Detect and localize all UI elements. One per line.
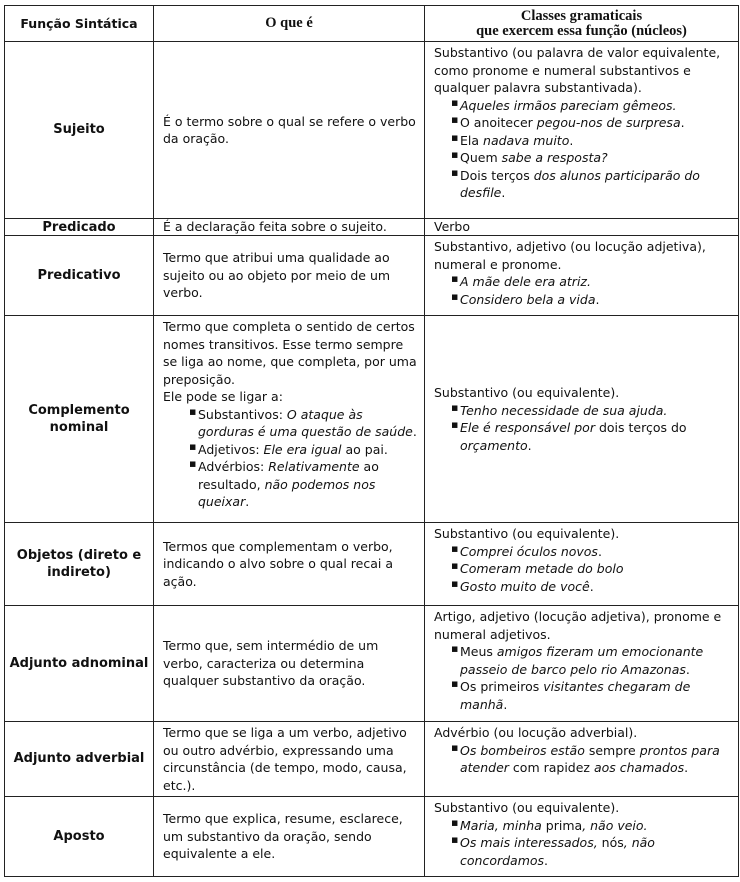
classes-intro: Artigo, adjetivo (locução adjetiva), pronome e numeral adjetivos.	[434, 609, 722, 642]
classes-intro: Substantivo (ou palavra de valor equivalente, como pronome e numeral substantivos e qualquer palavra substantivada).	[434, 45, 721, 95]
funcao-adjunto-adverbial: Adjunto adverbial	[5, 722, 154, 797]
definicao-complemento-nominal	[154, 316, 425, 523]
example-item: ▪ Gosto muito de você.	[434, 578, 732, 596]
example-item: ▪ Meus amigos fizeram um emocionante passeio de barco pelo rio Amazonas.	[434, 643, 732, 678]
table-row	[5, 42, 739, 219]
example-item: ▪ Tenho necessidade de sua ajuda.	[434, 402, 732, 420]
funcao-aposto: Aposto	[5, 797, 154, 877]
table-row	[5, 722, 739, 797]
definicao-sujeito: É o termo sobre o qual se refere o verbo da oração.	[154, 42, 425, 219]
example-item: ▪ O anoitecer pegou-nos de surpresa.	[434, 114, 732, 132]
example-item: ▪ Considero bela a vida.	[434, 291, 732, 309]
example-item: ▪ Os bombeiros estão sempre prontos para atender com rapidez aos chamados.	[434, 742, 732, 777]
header-o-que-e: O que é	[154, 6, 425, 42]
definicao-predicativo: Termo que atribui uma qualidade ao sujeito ou ao objeto por meio de um verbo.	[154, 236, 425, 316]
definicao-aposto: Termo que explica, resume, esclarece, um substantivo da oração, sendo equivalente a ele.	[154, 797, 425, 877]
table-row	[5, 316, 739, 523]
sub-item: ▪ Advérbios: Relativamente ao resultado, não podemos nos queixar.	[189, 458, 418, 511]
funcao-predicativo: Predicativo	[5, 236, 154, 316]
classes-intro: Substantivo (ou equivalente).	[434, 800, 620, 815]
classes-intro: Substantivo, adjetivo (ou locução adjetiva), numeral e pronome.	[434, 239, 706, 272]
table-row	[5, 236, 739, 316]
classes-predicado: Verbo	[425, 219, 739, 236]
funcao-predicado: Predicado	[5, 219, 154, 236]
table-row	[5, 606, 739, 722]
header-classes	[425, 6, 739, 42]
definicao-adjunto-adnominal: Termo que, sem intermédio de um verbo, caracteriza ou determina qualquer substantivo da oração.	[154, 606, 425, 722]
example-item: ▪ Maria, minha prima, não veio.	[434, 817, 732, 835]
example-item: ▪ Quem sabe a resposta?	[434, 149, 732, 167]
example-item: ▪ Dois terços dos alunos participarão do desfile.	[434, 167, 732, 202]
classes-adjunto-adverbial	[425, 722, 739, 797]
sub-item: ▪ Substantivos: O ataque às gorduras é uma questão de saúde.	[189, 406, 418, 441]
classes-complemento-nominal	[425, 316, 739, 523]
header-row	[5, 6, 739, 42]
syntactic-functions-table	[4, 5, 739, 877]
table-row	[5, 797, 739, 877]
example-item: ▪ Comeram metade do bolo	[434, 560, 732, 578]
definicao-predicado: É a declaração feita sobre o sujeito.	[154, 219, 425, 236]
classes-aposto	[425, 797, 739, 877]
header-funcao: Função Sintática	[5, 6, 154, 42]
funcao-complemento-nominal: Complemento nominal	[5, 316, 154, 523]
definicao-adjunto-adverbial: Termo que se liga a um verbo, adjetivo ou outro advérbio, expressando uma circunstância (de tempo, modo, causa, etc.).	[154, 722, 425, 797]
classes-predicativo	[425, 236, 739, 316]
classes-intro: Advérbio (ou locução adverbial).	[434, 725, 638, 740]
definicao-text: Termo que completa o sentido de certos nomes transitivos. Esse termo sempre se liga ao nome, que completa, por uma preposição.	[163, 319, 417, 387]
example-item: ▪ Comprei óculos novos.	[434, 543, 732, 561]
table-row	[5, 523, 739, 606]
header-classes-line1: Classes gramaticais	[520, 7, 643, 24]
example-item: ▪ Ela nadava muito.	[434, 132, 732, 150]
definicao-text-2: Ele pode se ligar a:	[163, 389, 283, 404]
classes-sujeito	[425, 42, 739, 219]
header-classes-line2: que exercem essa função (núcleos)	[476, 22, 687, 39]
example-item: ▪ Aqueles irmãos pareciam gêmeos.	[434, 97, 732, 115]
classes-intro: Substantivo (ou equivalente).	[434, 526, 620, 541]
sub-item: ▪ Adjetivos: Ele era igual ao pai.	[189, 441, 418, 459]
funcao-objetos: Objetos (direto e indireto)	[5, 523, 154, 606]
definicao-objetos: Termos que complementam o verbo, indicando o alvo sobre o qual recai a ação.	[154, 523, 425, 606]
classes-objetos	[425, 523, 739, 606]
example-item: ▪ A mãe dele era atriz.	[434, 273, 732, 291]
classes-adjunto-adnominal	[425, 606, 739, 722]
example-item: ▪ Os mais interessados, nós, não concordamos.	[434, 834, 732, 869]
example-item: ▪ Os primeiros visitantes chegaram de manhã.	[434, 678, 732, 713]
funcao-sujeito: Sujeito	[5, 42, 154, 219]
classes-intro: Substantivo (ou equivalente).	[434, 385, 620, 400]
table-row	[5, 219, 739, 236]
funcao-adjunto-adnominal: Adjunto adnominal	[5, 606, 154, 722]
example-item: ▪ Ele é responsável por dois terços do orçamento.	[434, 419, 732, 454]
